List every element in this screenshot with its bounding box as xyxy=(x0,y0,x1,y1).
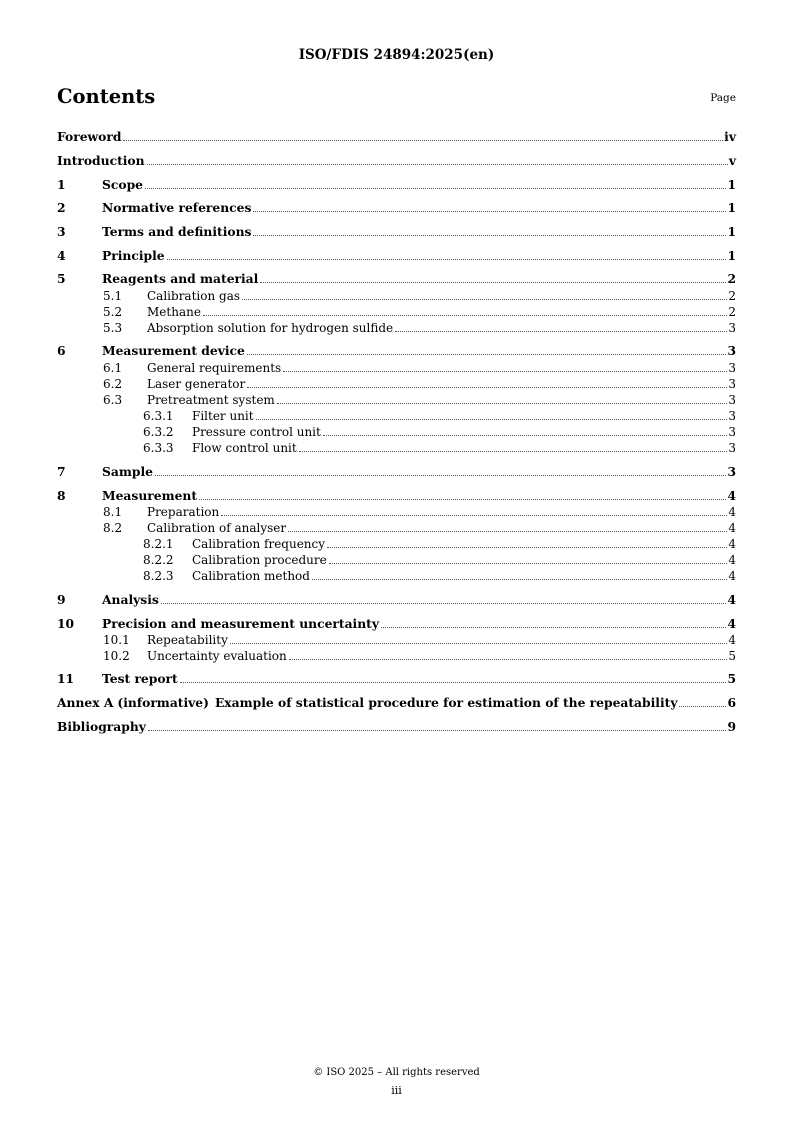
toc-entry-title: Calibration gas xyxy=(147,289,241,303)
toc-entry-page: 4 xyxy=(728,537,736,551)
toc-entry-title: Measurement xyxy=(102,488,198,503)
dot-leader xyxy=(242,298,727,300)
dot-leader xyxy=(312,578,727,580)
dot-leader xyxy=(199,498,726,500)
toc-entry-8-2-3[interactable] xyxy=(57,570,736,582)
toc-entry-number: 6.2 xyxy=(103,377,123,391)
dot-leader xyxy=(247,353,727,355)
toc-entry-number: 11 xyxy=(57,671,75,686)
dot-leader xyxy=(256,418,728,420)
toc-entry-8-1[interactable] xyxy=(57,506,736,518)
toc-entry-page: 2 xyxy=(727,271,736,286)
dot-leader xyxy=(253,210,726,212)
toc-entry-5-1[interactable] xyxy=(57,290,736,302)
toc-entry-title: Pressure control unit xyxy=(192,425,321,439)
toc-entry-page: 1 xyxy=(727,177,736,192)
toc-entry-6-2[interactable] xyxy=(57,378,736,390)
toc-entry-number: 5.3 xyxy=(103,321,123,335)
toc-entry-page: v xyxy=(728,153,736,168)
toc-entry-foreword[interactable] xyxy=(57,131,736,143)
toc-entry-page: 4 xyxy=(728,553,736,567)
dot-leader xyxy=(329,562,728,564)
toc-entry-number: 6.3.2 xyxy=(143,425,174,439)
toc-entry-number: 4 xyxy=(57,248,66,263)
toc-entry-8-2-1[interactable] xyxy=(57,538,736,550)
toc-entry-title: Foreword xyxy=(57,129,122,144)
toc-entry-6[interactable] xyxy=(57,345,736,357)
toc-entry-page: 4 xyxy=(727,592,736,607)
toc-entry-title: Test report xyxy=(102,671,178,686)
toc-entry-title: Absorption solution for hydrogen sulfide xyxy=(147,321,394,335)
toc-entry-page: 2 xyxy=(728,289,736,303)
toc-entry-page: 9 xyxy=(727,719,736,734)
toc-entry-number: 2 xyxy=(57,200,66,215)
toc-entry-2[interactable] xyxy=(57,202,736,214)
toc-entry-page: 5 xyxy=(728,649,736,663)
toc-entry-title: Pretreatment system xyxy=(147,393,275,407)
toc-entry-11[interactable] xyxy=(57,673,736,685)
toc-entry-page: 4 xyxy=(727,616,736,631)
toc-entry-7[interactable] xyxy=(57,466,736,478)
dot-leader xyxy=(167,258,727,260)
toc-entry-page: 3 xyxy=(728,425,736,439)
toc-entry-annex-a[interactable] xyxy=(57,697,736,709)
toc-entry-page: 3 xyxy=(728,321,736,335)
dot-leader xyxy=(161,602,727,604)
toc-entry-title: Repeatability xyxy=(147,633,228,647)
toc-entry-page: 3 xyxy=(727,343,736,358)
dot-leader xyxy=(155,474,726,476)
dot-leader xyxy=(203,314,727,316)
toc-entry-number: 6.3 xyxy=(103,393,123,407)
toc-entry-title: Terms and definitions xyxy=(102,224,252,239)
toc-entry-4[interactable] xyxy=(57,250,736,262)
toc-entry-number: 9 xyxy=(57,592,66,607)
toc-entry-bibliography[interactable] xyxy=(57,721,736,733)
toc-entry-number: 3 xyxy=(57,224,66,239)
toc-entry-title: Calibration frequency xyxy=(192,537,326,551)
toc-entry-title: General requirements xyxy=(147,361,282,375)
toc-entry-number: 8.1 xyxy=(103,505,123,519)
toc-entry-title: Scope xyxy=(102,177,143,192)
toc-entry-title: Methane xyxy=(147,305,201,319)
toc-entry-9[interactable] xyxy=(57,594,736,606)
toc-entry-page: iv xyxy=(724,129,736,144)
dot-leader xyxy=(180,681,727,683)
dot-leader xyxy=(277,402,728,404)
toc-entry-title: Analysis xyxy=(102,592,159,607)
toc-entry-title: Principle xyxy=(102,248,165,263)
toc-entry-6-3-2[interactable] xyxy=(57,426,736,438)
toc-entry-number: 8.2.3 xyxy=(143,569,174,583)
toc-entry-number: 6 xyxy=(57,343,66,358)
dot-leader xyxy=(253,234,726,236)
toc-entry-1[interactable] xyxy=(57,179,736,191)
dot-leader xyxy=(147,163,728,165)
page-number: iii xyxy=(391,1084,402,1097)
toc-entry-page: 4 xyxy=(728,569,736,583)
toc-entry-5-3[interactable] xyxy=(57,322,736,334)
toc-entry-6-3[interactable] xyxy=(57,394,736,406)
toc-entry-8-2-2[interactable] xyxy=(57,554,736,566)
dot-leader xyxy=(123,139,723,141)
dot-leader xyxy=(260,281,726,283)
dot-leader xyxy=(381,626,726,628)
dot-leader xyxy=(395,330,727,332)
toc-entry-number: 5.1 xyxy=(103,289,123,303)
toc-entry-title: Filter unit xyxy=(192,409,254,423)
toc-entry-number: 8 xyxy=(57,488,66,503)
annex-qualifier: (informative) xyxy=(117,695,209,710)
toc-entry-page: 3 xyxy=(728,441,736,455)
toc-entry-title: Normative references xyxy=(102,200,252,215)
toc-entry-5[interactable] xyxy=(57,273,736,285)
contents-heading: Contents xyxy=(57,85,156,108)
toc-entry-page: 4 xyxy=(727,488,736,503)
toc-entry-10-1[interactable] xyxy=(57,634,736,646)
toc-entry-8[interactable] xyxy=(57,490,736,502)
toc-entry-title: Flow control unit xyxy=(192,441,297,455)
toc-entry-page: 4 xyxy=(728,505,736,519)
toc-entry-title: Sample xyxy=(102,464,153,479)
dot-leader xyxy=(283,370,727,372)
dot-leader xyxy=(679,705,726,707)
toc-entry-3[interactable] xyxy=(57,226,736,238)
toc-entry-number: 1 xyxy=(57,177,66,192)
toc-entry-title: Calibration of analyser xyxy=(147,521,287,535)
toc-entry-title: Bibliography xyxy=(57,719,146,734)
toc-entry-page: 1 xyxy=(727,200,736,215)
toc-entry-6-3-3[interactable] xyxy=(57,442,736,454)
toc-entry-title: Preparation xyxy=(147,505,220,519)
toc-entry-title: Measurement device xyxy=(102,343,245,358)
toc-entry-number: 8.2.1 xyxy=(143,537,174,551)
toc-entry-page: 3 xyxy=(727,464,736,479)
dot-leader xyxy=(221,514,727,516)
toc-entry-number: 6.1 xyxy=(103,361,123,375)
copyright-notice: © ISO 2025 – All rights reserved xyxy=(313,1067,480,1078)
toc-entry-page: 3 xyxy=(728,361,736,375)
dot-leader xyxy=(148,729,727,731)
dot-leader xyxy=(230,642,728,644)
toc-entry-page: 3 xyxy=(728,409,736,423)
document-identifier: ISO/FDIS 24894:2025(en) xyxy=(298,47,495,63)
toc-entry-number: 6.3.3 xyxy=(143,441,174,455)
toc-entry-title: Uncertainty evaluation xyxy=(147,649,287,663)
toc-entry-page: 6 xyxy=(727,695,736,710)
toc-entry-number: 10.2 xyxy=(103,649,130,663)
toc-entry-title: Example of statistical procedure for estimation of the repeatability xyxy=(214,695,678,710)
toc-entry-page: 5 xyxy=(727,671,736,686)
toc-entry-10-2[interactable] xyxy=(57,650,736,662)
toc-entry-5-2[interactable] xyxy=(57,306,736,318)
dot-leader xyxy=(247,386,727,388)
toc-entry-title: Reagents and material xyxy=(102,271,259,286)
dot-leader xyxy=(288,530,727,532)
toc-entry-6-1[interactable] xyxy=(57,362,736,374)
toc-entry-page: 1 xyxy=(727,248,736,263)
toc-entry-page: 3 xyxy=(728,377,736,391)
toc-entry-page: 4 xyxy=(728,521,736,535)
annex-label: Annex A xyxy=(57,695,114,710)
toc-entry-number: 8.2.2 xyxy=(143,553,174,567)
toc-entry-page: 1 xyxy=(727,224,736,239)
toc-entry-number: 5.2 xyxy=(103,305,123,319)
toc-entry-number: 5 xyxy=(57,271,66,286)
dot-leader xyxy=(323,434,728,436)
toc-entry-6-3-1[interactable] xyxy=(57,410,736,422)
toc-entry-title: Calibration procedure xyxy=(192,553,327,567)
toc-entry-number: 10 xyxy=(57,616,75,631)
toc-entry-number: 7 xyxy=(57,464,66,479)
toc-entry-number: 10.1 xyxy=(103,633,130,647)
dot-leader xyxy=(145,187,726,189)
dot-leader xyxy=(299,450,728,452)
dot-leader xyxy=(289,658,728,660)
toc-entry-title: Introduction xyxy=(57,153,145,168)
toc-entry-number: 8.2 xyxy=(103,521,123,535)
toc-entry-page: 4 xyxy=(728,633,736,647)
toc-entry-title: Precision and measurement uncertainty xyxy=(102,616,379,631)
toc-entry-8-2[interactable] xyxy=(57,522,736,534)
toc-entry-number: 6.3.1 xyxy=(143,409,174,423)
toc-entry-page: 2 xyxy=(728,305,736,319)
dot-leader xyxy=(327,546,727,548)
toc-entry-title: Laser generator xyxy=(147,377,246,391)
toc-entry-introduction[interactable] xyxy=(57,155,736,167)
page-column-label: Page xyxy=(710,92,736,104)
toc-entry-page: 3 xyxy=(728,393,736,407)
toc-entry-10[interactable] xyxy=(57,618,736,630)
toc-entry-title: Calibration method xyxy=(192,569,310,583)
